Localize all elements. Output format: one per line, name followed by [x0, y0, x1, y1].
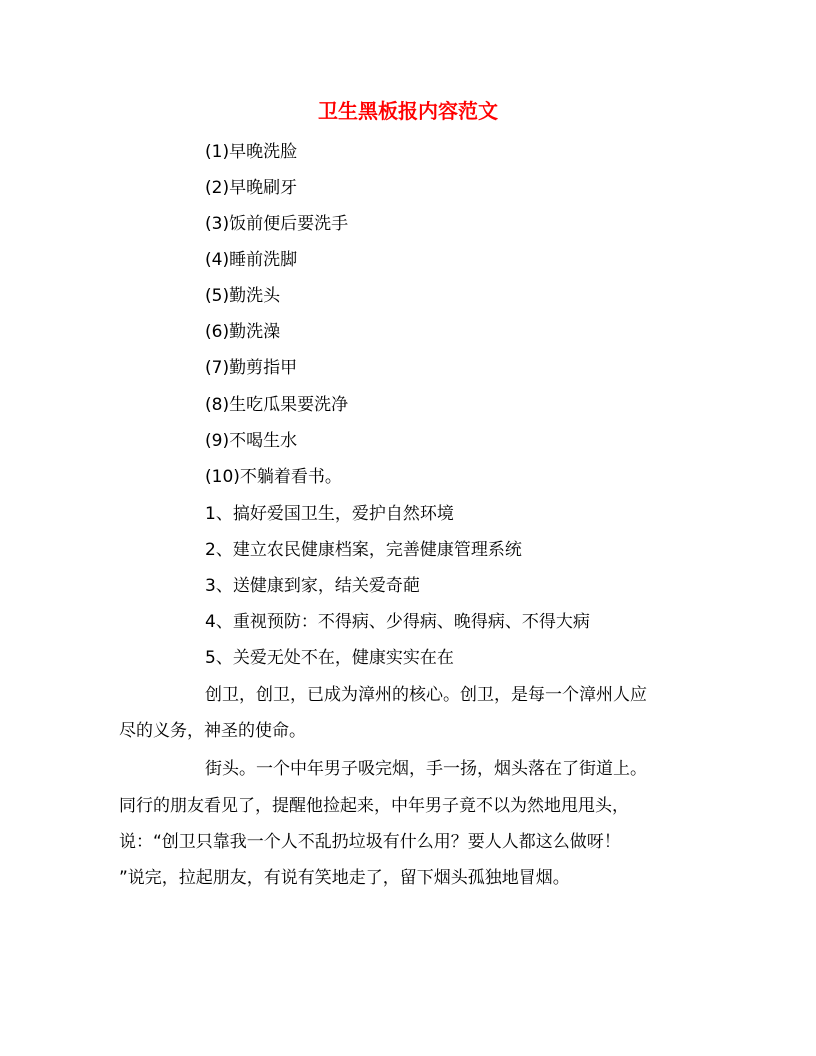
habit-item: (4)睡前洗脚: [205, 250, 298, 270]
paragraph-line: 街头。一个中年男子吸完烟，手一扬，烟头落在了街道上。: [205, 759, 647, 779]
paragraph-line: 尽的义务，神圣的使命。: [119, 721, 306, 741]
paragraph-line: 创卫，创卫，已成为漳州的核心。创卫，是每一个漳州人应: [205, 685, 647, 705]
point-item: 2、建立农民健康档案，完善健康管理系统: [205, 540, 522, 560]
habit-item: (10)不躺着看书。: [205, 467, 342, 487]
habit-item: (6)勤洗澡: [205, 322, 281, 342]
habit-item: (8)生吃瓜果要洗净: [205, 395, 349, 415]
paragraph-line: 说：“创卫只靠我一个人不乱扔垃圾有什么用？要人人都这么做呀！: [119, 832, 621, 852]
paragraph-line: 同行的朋友看见了，提醒他捡起来，中年男子竟不以为然地甩甩头，: [119, 796, 629, 816]
point-item: 3、送健康到家，结关爱奇葩: [205, 576, 420, 596]
point-item: 4、重视预防：不得病、少得病、晚得病、不得大病: [205, 612, 590, 632]
habit-item: (7)勤剪指甲: [205, 358, 298, 378]
habit-item: (1)早晚洗脸: [205, 142, 298, 162]
habit-item: (2)早晚刷牙: [205, 178, 298, 198]
habit-item: (5)勤洗头: [205, 286, 281, 306]
point-item: 1、搞好爱国卫生，爱护自然环境: [205, 504, 454, 524]
page-title: 卫生黑板报内容范文: [318, 99, 498, 123]
paragraph-line: ”说完，拉起朋友，有说有笑地走了，留下烟头孤独地冒烟。: [119, 868, 570, 888]
point-item: 5、关爱无处不在，健康实实在在: [205, 648, 454, 668]
habit-item: (9)不喝生水: [205, 431, 298, 451]
habit-item: (3)饭前便后要洗手: [205, 214, 349, 234]
